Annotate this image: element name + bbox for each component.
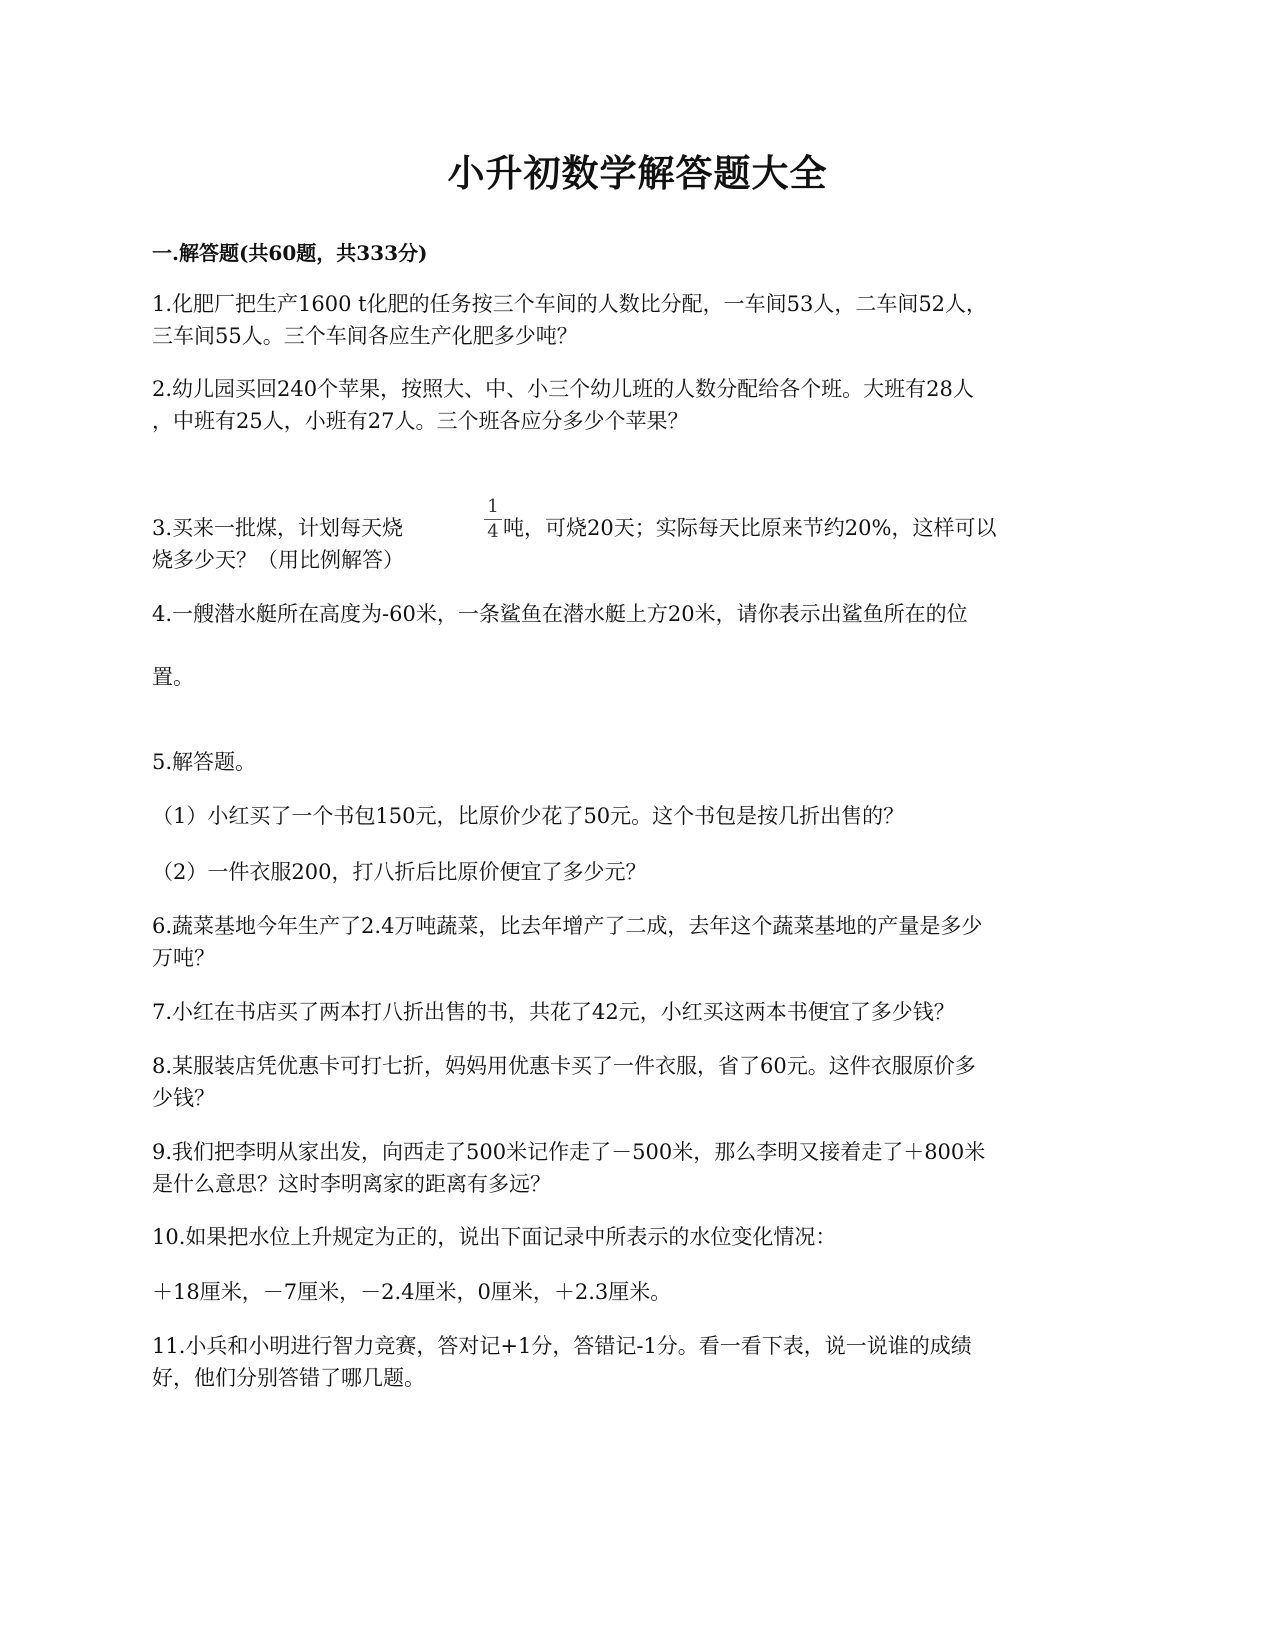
question-6-line-2: 万吨？ <box>152 946 215 970</box>
section-heading: 一.解答题(共60题，共333分) <box>152 241 428 265</box>
question-9-line-2: 是什么意思？这时李明离家的距离有多远？ <box>152 1172 551 1196</box>
question-10-line-1: 10.如果把水位上升规定为正的，说出下面记录中所表示的水位变化情况： <box>152 1225 837 1249</box>
question-10 <box>152 1221 1112 1253</box>
question-3-line-1 <box>152 512 1112 544</box>
question-10-line-2: ＋18厘米，－7厘米，－2.4厘米，0厘米，＋2.3厘米。 <box>152 1280 672 1304</box>
question-4-continued <box>152 661 1112 693</box>
fraction-one-quarter <box>482 496 504 543</box>
question-1-line-2: 三车间55人。三个车间各应生产化肥多少吨？ <box>152 324 578 348</box>
question-11-line-1: 11.小兵和小明进行智力竞赛，答对记+1分，答错记-1分。看一看下表，说一说谁的成绩 <box>152 1334 972 1358</box>
question-11-line-2: 好，他们分别答错了哪几题。 <box>152 1366 425 1390</box>
question-8 <box>152 1050 1112 1114</box>
question-1-line-1: 1.化肥厂把生产1600 t化肥的任务按三个车间的人数比分配，一车间53人，二车间52人， <box>152 292 988 316</box>
question-4-line-1: 4.一艘潜水艇所在高度为-60米，一条鲨鱼在潜水艇上方20米，请你表示出鲨鱼所在的位 <box>152 602 968 626</box>
question-6 <box>152 910 1112 974</box>
question-1 <box>152 288 1112 352</box>
fraction-numerator: 1 <box>487 496 499 517</box>
question-4-line-2: 置。 <box>152 665 194 689</box>
question-9-line-1: 9.我们把李明从家出发，向西走了500米记作走了－500米，那么李明又接着走了＋800米 <box>152 1140 986 1164</box>
question-5-heading: 5.解答题。 <box>152 750 257 774</box>
document-title: 小升初数学解答题大全 <box>447 151 828 195</box>
question-8-line-1: 8.某服装店凭优惠卡可打七折，妈妈用优惠卡买了一件衣服，省了60元。这件衣服原价多 <box>152 1054 976 1078</box>
question-2-line-1: 2.幼儿园买回240个苹果，按照大、中、小三个幼儿班的人数分配给各个班。大班有28人 <box>152 377 974 401</box>
question-2 <box>152 373 1112 437</box>
question-2-line-2: ，中班有25人，小班有27人。三个班各应分多少个苹果？ <box>152 409 689 433</box>
question-8-line-2: 少钱？ <box>152 1086 215 1110</box>
question-6-line-1: 6.蔬菜基地今年生产了2.4万吨蔬菜，比去年增产了二成，去年这个蔬菜基地的产量是多少 <box>152 914 983 938</box>
question-9 <box>152 1136 1112 1200</box>
question-3-prefix: 3.买来一批煤，计划每天烧 <box>152 516 404 540</box>
question-3-suffix: 吨，可烧20天；实际每天比原来节约20%，这样可以 <box>503 516 997 540</box>
question-7-line-1: 7.小红在书店买了两本打八折出售的书，共花了42元，小红买这两本书便宜了多少钱？ <box>152 1000 955 1024</box>
question-10-values <box>152 1276 1112 1308</box>
question-4 <box>152 598 1112 630</box>
question-5-part-2: （2）一件衣服200，打八折后比原价便宜了多少元？ <box>152 860 647 884</box>
question-3 <box>152 512 1112 576</box>
question-7 <box>152 996 1112 1028</box>
fraction-denominator: 4 <box>487 521 499 542</box>
fraction-bar <box>484 519 502 520</box>
question-3-line-2: 烧多少天？（用比例解答） <box>152 548 404 572</box>
question-11 <box>152 1330 1112 1394</box>
question-5-part-1: （1）小红买了一个书包150元，比原价少花了50元。这个书包是按几折出售的？ <box>152 804 905 828</box>
